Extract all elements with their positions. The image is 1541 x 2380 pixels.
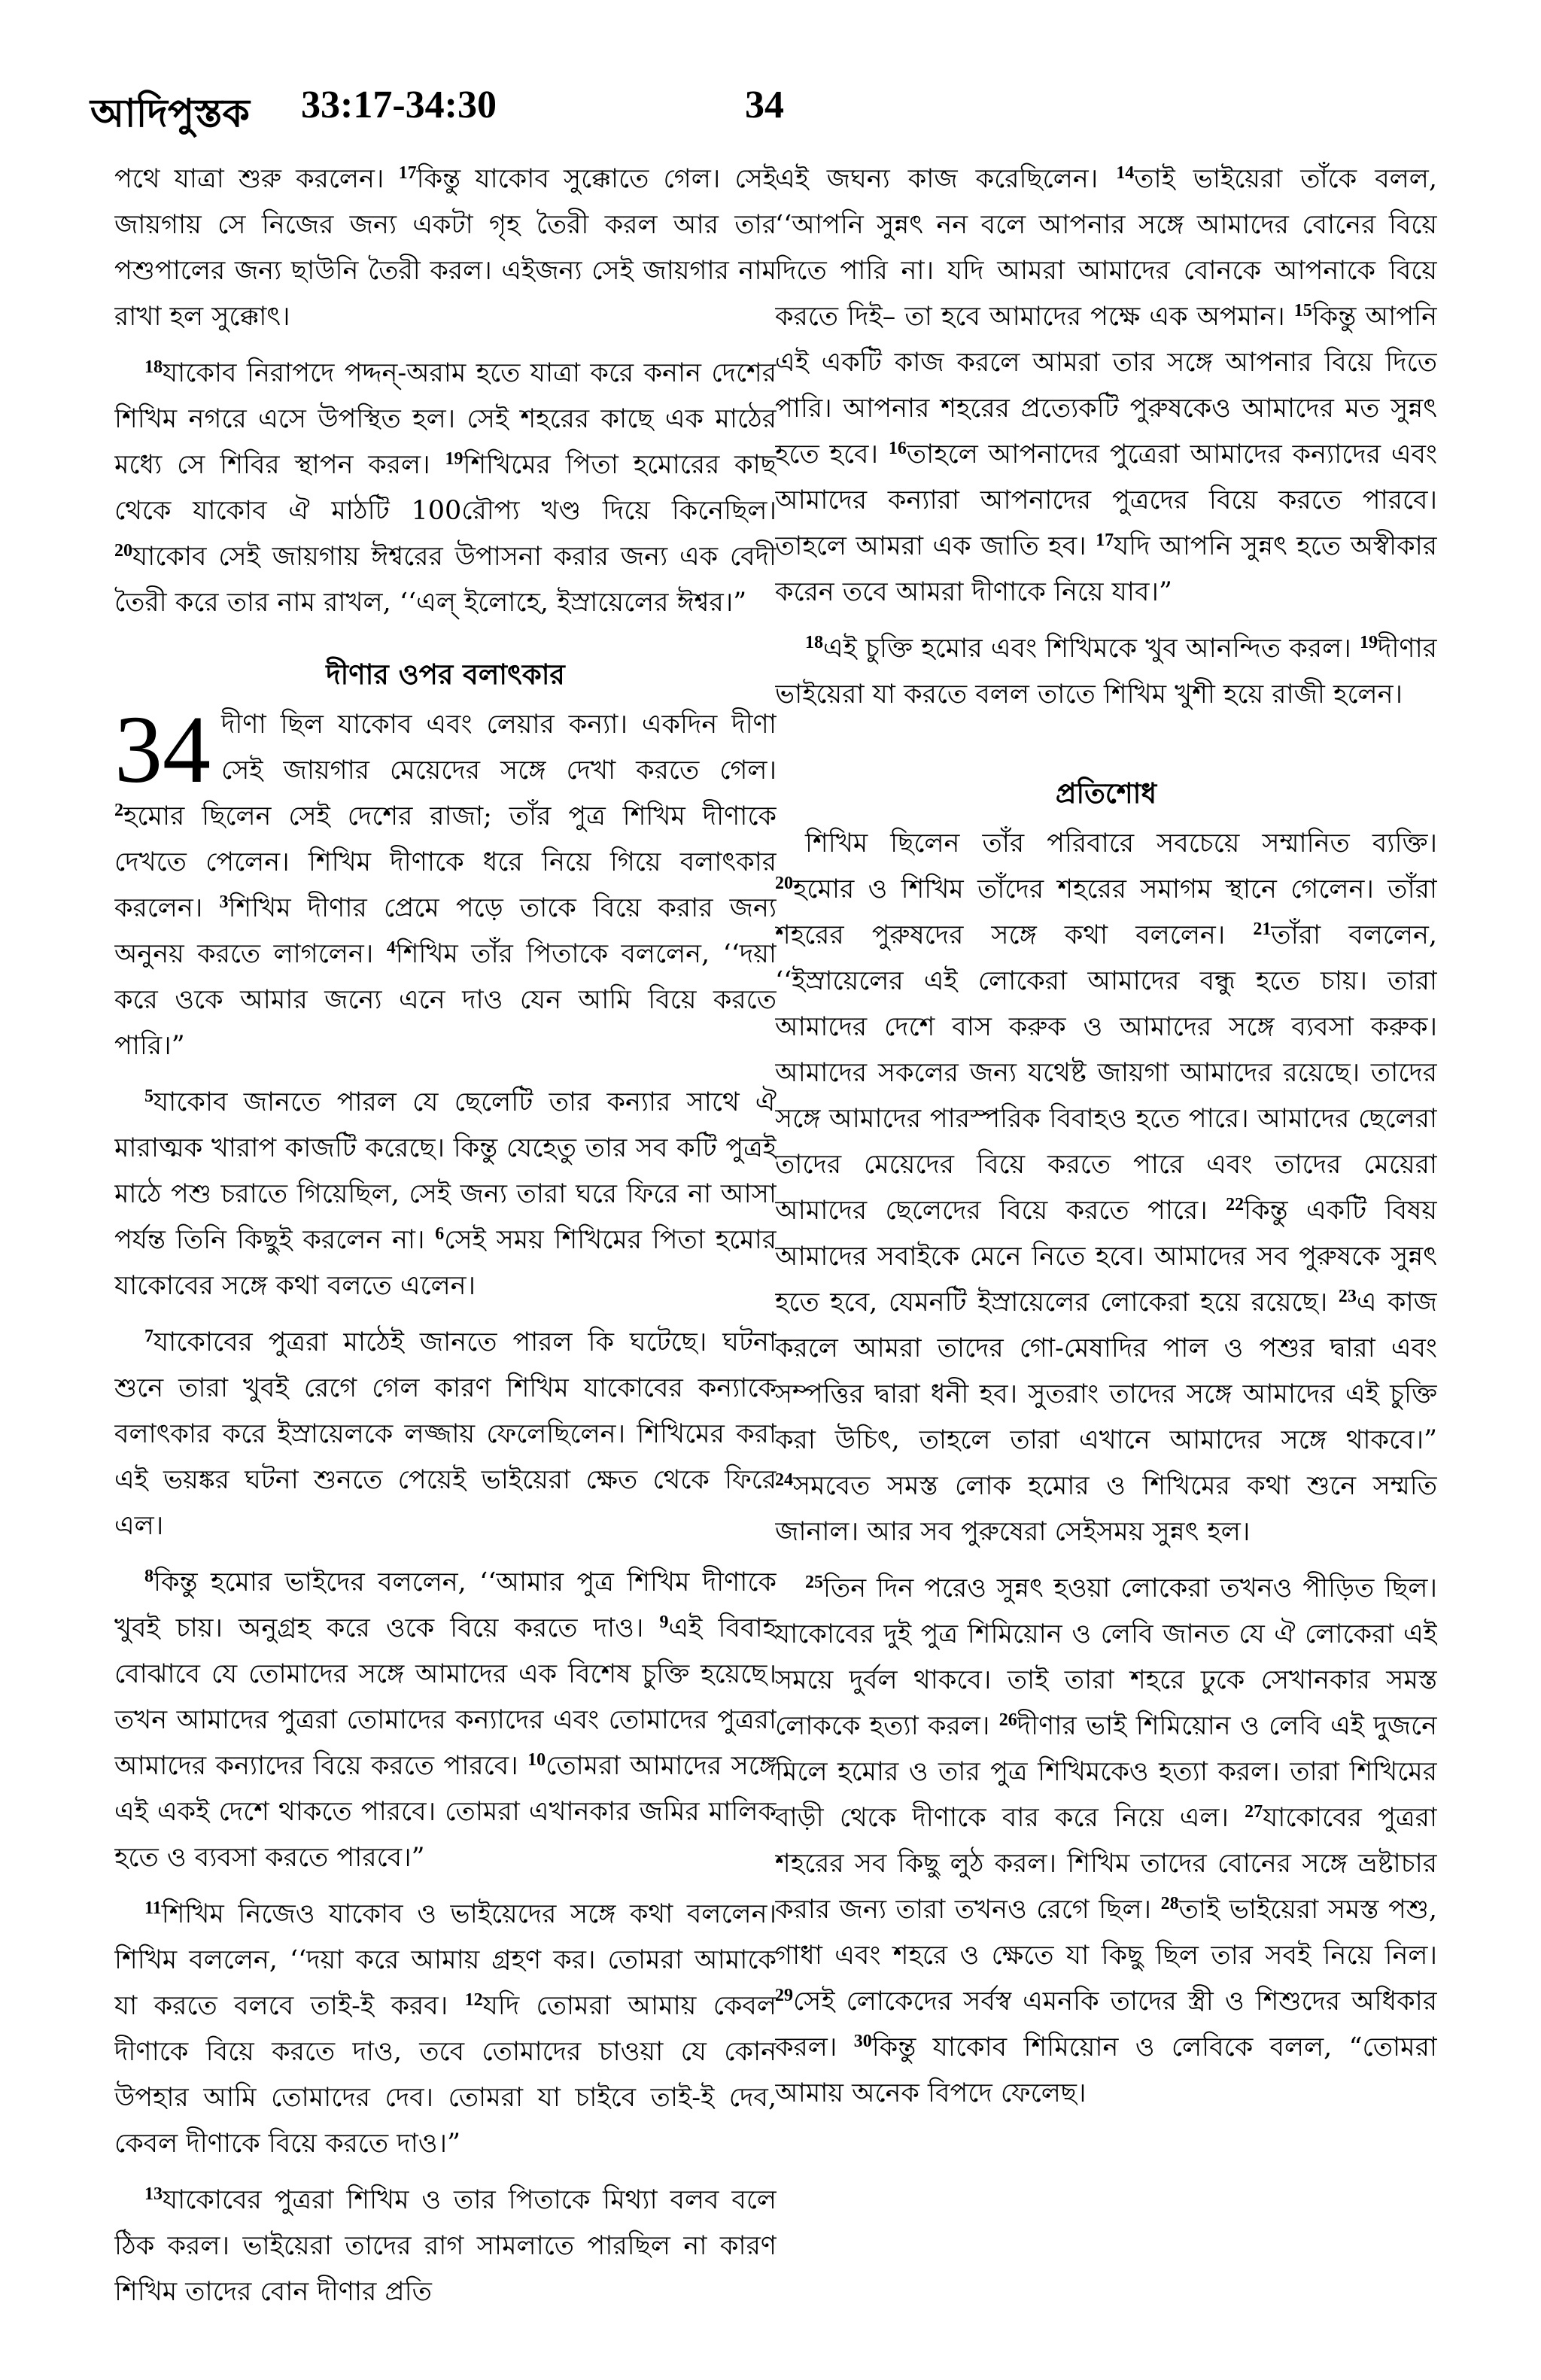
verse-number: 25 xyxy=(805,1573,823,1592)
verse-text: এই চুক্তি হমোর এবং শিখিমকে খুব আনন্দিত করল। xyxy=(823,634,1351,664)
verse-text: যাকোবের পুত্ররা শহরের সব কিছু লুঠ করল। শিখিম তাদের বোনের সঙ্গে ভ্রষ্টাচার করার জন্য তারা তখনও রেগে ছিল। xyxy=(775,1803,1437,1925)
verse-number: 19 xyxy=(445,449,464,469)
verse-number: 24 xyxy=(775,1470,793,1490)
verse-text: যাকোব জানতে পারল যে ছেলেটি তার কন্যার সাথে ঐ মারাত্মক খারাপ কাজটি করেছে। কিন্তু যেহেতু তার সব কটি পুত্রই মাঠে পশু চরাতে গিয়েছিল, সেই জন্য তারা ঘরে ফিরে না আসা পর্যন্ত তিনি কিছুই করলেন না। xyxy=(114,1087,777,1255)
verse-text: কিন্তু আপনি এই একটি কাজ করলে আমরা তার সঙ্গে আপনার বিয়ে দিতে পারি। আপনার শহরের প্রত্যেকটি পুরুষকেও আমাদের মত সুন্নৎ হতে হবে। xyxy=(775,302,1437,470)
verse-number: 9 xyxy=(659,1613,669,1632)
verse-text: তাই ভাইয়েরা সমস্ত পশু, গাধা এবং শহরে ও ক্ষেতে যা কিছু ছিল তার সবই নিয়ে নিল। xyxy=(775,1895,1437,1971)
verse-text: যাকোবের পুত্ররা মাঠেই জানতে পারল কি ঘটেছে। ঘটনা শুনে তারা খুবই রেগে গেল কারণ শিখিম যাকোবের কন্যাকে বলাৎকার করে ইস্রায়েলকে লজ্জায় ফেলেছিলেন। শিখিমের করা এই ভয়ঙ্কর ঘটনা শুনতে পেয়েই ভাইয়েরা ক্ষেত থেকে ফিরে এল। xyxy=(114,1327,777,1541)
verse-text: তোমরা আমাদের সঙ্গে এই একই দেশে থাকতে পারবে। তোমরা এখানকার জমির মালিক হতে ও ব্যবসা করতে পারবে।” xyxy=(114,1751,777,1873)
verse-number: 28 xyxy=(1160,1894,1179,1913)
paragraph xyxy=(114,2178,777,2315)
verse-number: 2 xyxy=(114,801,123,820)
verse-number: 7 xyxy=(144,1327,153,1346)
section-heading: দীণার ওপর বলাৎকার xyxy=(326,658,565,691)
verse-text: তিন দিন পরেও সুন্নৎ হওয়া লোকেরা তখনও পীড়িত ছিল। যাকোবের দুই পুত্র শিমিয়োন ও লেবি জানত যে ঐ লোকেরা এই সময়ে দুর্বল থাকবে। তাই তারা শহরে ঢুকে সেখানকার সমস্ত লোককে হত্যা করল। xyxy=(775,1573,1437,1741)
paragraph xyxy=(114,1320,777,1549)
verse-text: পথে যাত্রা শুরু করলেন। xyxy=(114,164,384,194)
verse-text: তাহলে আপনাদের পুত্রেরা আমাদের কন্যাদের এবং আমাদের কন্যারা আপনাদের পুত্রদের বিয়ে করতে পারবে। তাহলে আমরা এক জাতি হব। xyxy=(775,439,1437,561)
verse-text: এই বিবাহ বোঝাবে যে তোমাদের সঙ্গে আমাদের এক বিশেষ চুক্তি হয়েছে। তখন আমাদের পুত্ররা তোমাদের কন্যাদের এবং তোমাদের পুত্ররা আমাদের কন্যাদের বিয়ে করতে পারবে। xyxy=(114,1613,777,1781)
paragraph xyxy=(775,821,1437,1555)
verse-number: 13 xyxy=(144,2184,163,2204)
chapter-number: 34 xyxy=(114,696,211,803)
verse-number: 26 xyxy=(998,1710,1017,1730)
verse-number: 30 xyxy=(853,2032,872,2051)
verse-text: শিখিমের পিতা হমোরের কাছ থেকে যাকোব ঐ মাঠটি 100রৌপ্য খণ্ড দিয়ে কিনেছিল। xyxy=(114,450,777,526)
verse-number: 8 xyxy=(144,1567,153,1586)
paragraph xyxy=(114,1560,777,1881)
verse-text: যাকোবের পুত্ররা শিখিম ও তার পিতাকে মিথ্যা বলব বলে ঠিক করল। ভাইয়েরা তাদের রাগ সামলাতে পারছিল না কারণ শিখিম তাদের বোন দীণার প্রতি xyxy=(114,2185,777,2307)
verse-number: 21 xyxy=(1253,919,1272,939)
verse-number: 5 xyxy=(144,1087,153,1106)
book-title: আদিপুস্তক xyxy=(90,90,250,136)
verse-text: দীণা ছিল যাকোব এবং লেয়ার কন্যা। একদিন দীণা সেই জায়গার মেয়েদের সঙ্গে দেখা করতে গেল। xyxy=(221,710,777,786)
paragraph xyxy=(114,157,777,340)
page-header xyxy=(90,83,1445,143)
verse-text: এ কাজ করলে আমরা তাদের গো-মেষাদির পাল ও পশুর দ্বারা এবং সম্পত্তির দ্বারা ধনী হব। সুতরাং তাদের সঙ্গে আমাদের এই চুক্তি করা উচিৎ, তাহলে তারা এখানে আমাদের সঙ্গে থাকবে।” xyxy=(775,1287,1437,1455)
verse-number: 17 xyxy=(1096,530,1114,550)
verse-number: 20 xyxy=(114,541,132,561)
verse-number: 23 xyxy=(1338,1287,1357,1306)
right-column xyxy=(775,157,1437,2339)
verse-text: যাকোব সেই জায়গায় ঈশ্বরের উপাসনা করার জন্য এক বেদী তৈরী করে তার নাম রাখল, ‘‘এল্ ইলোহে, ইস্রায়েলের ঈশ্বর।” xyxy=(114,542,777,618)
paragraph xyxy=(114,351,777,626)
verse-number: 6 xyxy=(435,1224,445,1244)
verse-text: কিন্তু একটি বিষয় আমাদের সবাইকে মেনে নিতে হবে। আমাদের সব পুরুষকে সুন্নৎ হতে হবে, যেমনটি ইস্রায়েলের লোকেরা হয়ে রয়েছে। xyxy=(775,1196,1437,1318)
verse-text: হমোর ছিলেন সেই দেশের রাজা; তাঁর পুত্র শিখিম দীণাকে দেখতে পেলেন। শিখিম দীণাকে ধরে নিয়ে গিয়ে বলাৎকার করলেন। xyxy=(114,801,777,923)
verse-text: তাই ভাইয়েরা তাঁকে বলল, ‘‘আপনি সুন্নৎ নন বলে আপনার সঙ্গে আমাদের বোনের বিয়ে দিতে পারি না। যদি আমরা আমাদের বোনকে আপনাকে বিয়ে করতে দিই– তা হবে আমাদের পক্ষে এক অপমান। xyxy=(775,164,1437,332)
verse-text: শিখিম ছিলেন তাঁর পরিবারে সবচেয়ে সম্মানিত ব্যক্তি। xyxy=(805,828,1437,859)
verse-number: 4 xyxy=(386,938,396,958)
paragraph xyxy=(775,626,1437,718)
verse-text: শিখিম তাঁর পিতাকে বললেন, ‘‘দয়া করে ওকে আমার জন্যে এনে দাও যেন আমি বিয়ে করতে পারি।” xyxy=(114,939,777,1061)
page-number: 34 xyxy=(745,84,784,126)
verse-text: শিখিম দীণার প্রেমে পড়ে তাকে বিয়ে করার জন্য অনুনয় করতে লাগলেন। xyxy=(114,893,777,969)
verse-text: শিখিম নিজেও যাকোব ও ভাইয়েদের সঙ্গে কথা বললেন। শিখিম বললেন, ‘‘দয়া করে আমায় গ্রহণ কর। তোমরা আমাকে যা করতে বলবে তাই-ই করব। xyxy=(114,1899,777,2021)
verse-text: কিন্তু হমোর ভাইদের বললেন, ‘‘আমার পুত্র শিখিম দীণাকে খুবই চায়। অনুগ্রহ করে ওকে বিয়ে করতে দাও। xyxy=(114,1567,777,1643)
verse-number: 18 xyxy=(805,633,823,652)
verse-text: কিন্তু যাকোব সুক্কোতে গেল। সেই জায়গায় সে নিজের জন্য একটা গৃহ তৈরী করল আর তার পশুপালের জন্য ছাউনি তৈরী করল। এইজন্য সেই জায়গার নাম রাখা হল সুক্কোৎ। xyxy=(114,164,777,332)
verse-number: 22 xyxy=(1226,1195,1245,1214)
verse-number: 15 xyxy=(1293,301,1312,321)
verse-number: 27 xyxy=(1245,1802,1263,1822)
verse-text: সেই লোকেদের সর্বস্ব এমনকি তাদের স্ত্রী ও শিশুদের অধিকার করল। xyxy=(775,1986,1437,2062)
verse-text: সমবেত সমস্ত লোক হমোর ও শিখিমের কথা শুনে সম্মতি জানাল। আর সব পুরুষেরা সেইসময় সুন্নৎ হল। xyxy=(775,1471,1437,1547)
verse-number: 3 xyxy=(219,892,229,912)
verse-text: যদি তোমরা আমায় কেবল দীণাকে বিয়ে করতে দাও, তবে তোমাদের চাওয়া যে কোন উপহার আমি তোমাদের দেব। তোমরা যা চাইবে তাই-ই দেব, কেবল দীণাকে বিয়ে করতে দাও।” xyxy=(114,1991,777,2159)
verse-number: 19 xyxy=(1360,633,1378,652)
verse-number: 17 xyxy=(398,163,417,183)
verse-text: দীণার ভাইয়েরা যা করতে বলল তাতে শিখিম খুশী হয়ে রাজী হলেন। xyxy=(775,634,1437,710)
paragraph xyxy=(114,696,777,1069)
chapter-verse-range: 33:17-34:30 xyxy=(301,84,497,126)
verse-number: 20 xyxy=(775,874,793,893)
verse-number: 14 xyxy=(1116,163,1135,183)
verse-text: কিন্তু যাকোব শিমিয়োন ও লেবিকে বলল, “তোমরা আমায় অনেক বিপদে ফেলেছ। xyxy=(775,2032,1437,2108)
left-column xyxy=(114,157,777,2339)
verse-text: যদি আপনি সুন্নৎ হতে অস্বীকার করেন তবে আমরা দীণাকে নিয়ে যাব।” xyxy=(775,531,1437,607)
section-heading: প্রতিশোধ xyxy=(1055,777,1157,810)
verse-text: এই জঘন্য কাজ করেছিলেন। xyxy=(775,164,1099,194)
verse-text: তাঁরা বললেন, ‘‘ইস্রায়েলের এই লোকেরা আমাদের বন্ধু হতে চায়। তারা আমাদের দেশে বাস করুক ও আমাদের সঙ্গে ব্যবসা করুক। আমাদের সকলের জন্য যথেষ্ট জায়গা আমাদের রয়েছে। তাদের সঙ্গে আমাদের পারস্পরিক বিবাহও হতে পারে। আমাদের ছেলেরা তাদের মেয়েদের বিয়ে করতে পারে এবং তাদের মেয়েরা আমাদের ছেলেদের বিয়ে করতে পারে। xyxy=(775,920,1437,1226)
paragraph xyxy=(114,1080,777,1309)
verse-number: 12 xyxy=(464,1990,483,2010)
paragraph xyxy=(775,1566,1437,2117)
verse-text: যাকোব নিরাপদে পদ্দন্-অরাম হতে যাত্রা করে কনান দেশের শিখিম নগরে এসে উপস্থিত হল। সেই শহরের কাছে এক মাঠের মধ্যে সে শিবির স্থাপন করল। xyxy=(114,358,777,480)
verse-text: সেই সময় শিখিমের পিতা হমোর যাকোবের সঙ্গে কথা বলতে এলেন। xyxy=(114,1225,777,1301)
verse-number: 29 xyxy=(775,1986,793,2005)
verse-number: 18 xyxy=(144,357,163,377)
paragraph xyxy=(114,1892,777,2167)
paragraph xyxy=(775,157,1437,616)
verse-number: 16 xyxy=(888,439,907,458)
verse-text: হমোর ও শিখিম তাঁদের শহরের সমাগম স্থানে গেলেন। তাঁরা শহরের পুরুষদের সঙ্গে কথা বললেন। xyxy=(775,874,1437,950)
verse-number: 10 xyxy=(527,1750,546,1770)
verse-number: 11 xyxy=(144,1898,162,1918)
verse-text: দীণার ভাই শিমিয়োন ও লেবি এই দুজনে মিলে হমোর ও তার পুত্র শিখিমকেও হত্যা করল। তারা শিখিমের বাড়ী থেকে দীণাকে বার করে নিয়ে এল। xyxy=(775,1711,1437,1833)
